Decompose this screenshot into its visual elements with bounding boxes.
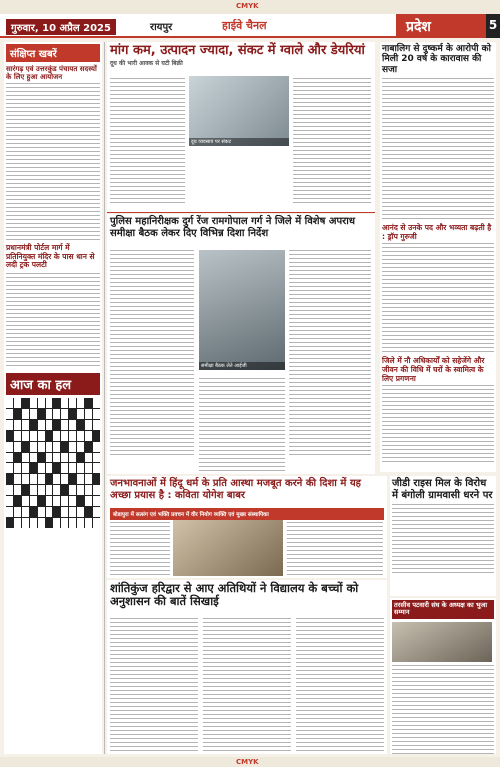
main-story xyxy=(107,42,375,212)
page-number: 5 xyxy=(486,14,500,38)
main-story-photo xyxy=(189,76,289,146)
rice-mill-headline: जीडी राइस मिल के विरोध में बंगोली ग्रामवासी धरने पर xyxy=(392,478,493,501)
left-column xyxy=(4,42,102,754)
main-story-subhead: दूध की भारी आवक से घटी बिक्री xyxy=(110,59,183,67)
religious-talk-headline: आनंद से उनके पद और भव्यता बढ़ती है : ड्रॉप गुरुजी xyxy=(382,223,492,241)
rice-mill-body xyxy=(392,504,494,574)
religious-talk-body xyxy=(382,243,494,353)
crossword-title: आज का हल xyxy=(6,373,100,395)
police-story-body-3 xyxy=(289,248,371,458)
patwari-body xyxy=(392,665,494,767)
cmyk-marker: CMYK xyxy=(236,2,259,10)
police-story-body-1 xyxy=(110,248,194,458)
brief-story-1-headline: सारंगढ़ एवं उत्तरकुंड पंचायत सदस्यों के लिए हुआ आयोजन xyxy=(6,65,97,82)
page-header xyxy=(0,14,500,38)
brief-story-1-body xyxy=(6,83,100,241)
bottom-print-marker xyxy=(0,757,500,767)
crossword-grid xyxy=(6,398,100,528)
masthead-brand: हाईवे चैनल xyxy=(222,19,267,32)
patwari-headline: तरसीव पटवारी संघ के अध्यक्ष का भुजा सम्मान xyxy=(392,600,494,619)
city-label: रायपुर xyxy=(150,22,173,33)
police-meeting-photo xyxy=(199,250,285,370)
main-story-body-2 xyxy=(293,76,371,206)
section-title: प्रदेश xyxy=(396,14,486,38)
main-photo-caption: दूध व्यवसाय पर संकट xyxy=(189,138,289,146)
date-badge: गुरुवार, 10 अप्रैल 2025 xyxy=(6,19,116,35)
section-rule xyxy=(107,212,375,213)
main-story-body xyxy=(110,76,185,206)
brief-story-2-body xyxy=(6,273,100,367)
police-photo-caption: समीक्षा बैठक लेते आईजी xyxy=(199,362,285,370)
brief-news-title: संक्षिप्त खबरें xyxy=(6,44,100,62)
census-headline: जिले में नौ अधिकार्यों को सहेजेंगे और जीवन की विधि में घरों के स्वामित्व के लिए प्रगणना xyxy=(382,356,485,383)
patwari-photo xyxy=(392,622,492,662)
police-review-story xyxy=(107,214,375,474)
faith-story-body-1 xyxy=(110,520,170,578)
shantikunj-story xyxy=(107,580,387,754)
shantikunj-body-2 xyxy=(203,616,291,754)
faith-story-strap: बोडापुरा में सत्संग एवं भक्ति प्रवचन में वीर नियोग व्यक्ति एवं मुख्य संस्थापिका xyxy=(110,508,384,520)
bottom-cmyk-marker: CMYK xyxy=(236,758,259,766)
faith-event-photo xyxy=(173,520,283,576)
column-divider xyxy=(104,42,105,754)
census-body xyxy=(382,385,494,463)
shantikunj-body-1 xyxy=(110,616,198,754)
rice-mill-story xyxy=(390,476,496,596)
faith-story xyxy=(107,476,387,578)
faith-story-headline: जनभावनाओं में हिंदू धर्म के प्रति आस्था मजबूत करने की दिशा में यह अच्छा प्रयास है : कविता योगेश बाबर xyxy=(110,478,361,501)
shantikunj-headline: शांतिकुंज हरिद्वार से आए अतिथियों ने विद्यालय के बच्चों को अनुशासन की बातें सिखाई xyxy=(110,581,359,609)
court-verdict-headline: नाबालिग से दुष्कर्म के आरोपी को मिली 20 वर्ष के कारावास की सजा xyxy=(382,44,491,75)
print-marker-bar xyxy=(0,0,500,14)
brief-story-2-headline: प्रधानमंत्री पोर्टल मार्ग में प्रतिनियुक्त मंदिर के पास धान से लदी ट्रक पलटी xyxy=(6,243,95,270)
court-verdict-body xyxy=(382,78,494,220)
shantikunj-body-3 xyxy=(296,616,384,754)
right-column xyxy=(380,42,496,472)
police-story-headline: पुलिस महानिरीक्षक दुर्ग रेंज रामगोपाल गर्ग ने जिले में विशेष अपराध समीक्षा बैठक लेकर दिए विभिन्न दिशा निर्देश xyxy=(110,216,356,239)
main-story-headline: मांग कम, उत्पादन ज्यादा, संकट में ग्वाले और डेयरियां xyxy=(110,43,365,58)
police-story-body-2 xyxy=(199,376,285,474)
faith-story-body-2 xyxy=(287,520,383,578)
patwari-story xyxy=(390,598,496,754)
